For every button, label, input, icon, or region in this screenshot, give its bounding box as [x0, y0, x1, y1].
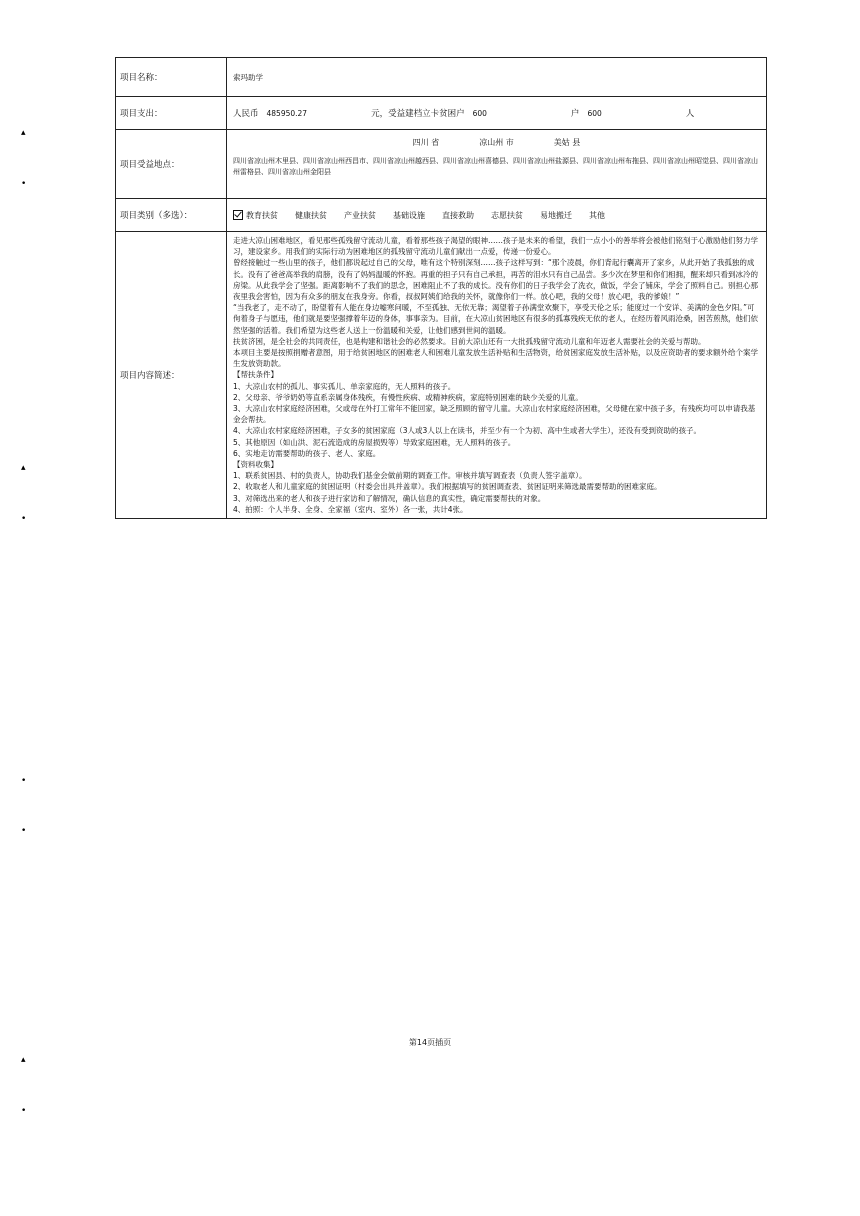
- location-header: [233, 137, 760, 148]
- scan-speck-mark: ▴: [21, 1055, 26, 1065]
- location-county-list: 四川省凉山州木里县、四川省凉山州西昌市、四川省凉山州越西县、四川省凉山州喜德县、四川省凉山州盐源县、四川省凉山州布拖县、四川省凉山州昭觉县、四川省凉山州雷格县、四川省凉山州金阳县: [233, 157, 758, 176]
- material-item: 3、对筛选出来的老人和孩子进行家访和了解情况，确认信息的真实性，确定需要帮扶的对象。: [233, 493, 546, 503]
- scan-speck-mark: •: [21, 514, 27, 524]
- project-category-label: 项目类别（多选）：: [116, 199, 227, 232]
- project-budget-label: 项目支出：: [116, 97, 227, 130]
- budget-unit-hu: 户: [570, 109, 580, 119]
- category-option-other[interactable]: 其他: [589, 210, 605, 220]
- project-name-row: [116, 58, 767, 97]
- location-city: 凉山州 市: [479, 138, 514, 147]
- project-content-row: [116, 232, 767, 519]
- project-name-value: 索玛助学: [227, 58, 767, 97]
- scan-speck-mark: •: [21, 1106, 27, 1116]
- scan-speck-mark: •: [21, 179, 27, 189]
- project-content-label: 项目内容简述：: [116, 232, 227, 519]
- project-content-cell: [227, 232, 767, 519]
- project-category-row: [116, 199, 767, 232]
- category-option-volunteer[interactable]: 志愿扶贫: [491, 210, 523, 220]
- project-location-label: 项目受益地点：: [116, 130, 227, 199]
- category-option-infrastructure[interactable]: 基础设施: [393, 210, 425, 220]
- material-item: 1、联系贫困县、村的负责人，协助我们基金会做前期的调查工作。审核并填写调查表（负责人签字盖章）。: [233, 471, 587, 481]
- category-option-education[interactable]: [233, 210, 278, 221]
- category-option-health[interactable]: 健康扶贫: [295, 210, 327, 220]
- budget-households: 600: [472, 108, 487, 118]
- condition-item: 4、大凉山农村家庭经济困难，子女多的贫困家庭（3人或3人以上在读书，并至少有一个为初、高中生或者大学生），还没有受到资助的孩子。: [233, 426, 702, 436]
- condition-item: 5、其他原因（如山洪、泥石流造成的房屋损毁等）导致家庭困难，无人照料的孩子。: [233, 437, 516, 447]
- project-location-row: [116, 130, 767, 199]
- material-item: 4、拍照：个人半身、全身、全家福（室内、室外）各一张，共计4张。: [233, 504, 468, 514]
- condition-item: 2、父母亲、爷爷奶奶等直系亲属身体残疾，有慢性疾病、或精神疾病，家庭特别困难的缺少关爱的儿童。: [233, 392, 583, 402]
- condition-item: 3、大凉山农村家庭经济困难，父或母在外打工常年不能回家，缺乏照顾的留守儿童。大凉山农村家庭经济困难，父母健在家中孩子多，有残疾均可以申请我基金会帮扶。: [233, 404, 756, 425]
- budget-unit-ren: 人: [685, 109, 695, 119]
- category-option-direct-aid[interactable]: 直接救助: [442, 210, 474, 220]
- scan-speck-mark: •: [21, 776, 27, 786]
- scan-speck-mark: •: [21, 826, 27, 836]
- page-number: 第14页插页: [408, 1038, 452, 1047]
- category-option-industry[interactable]: 产业扶贫: [344, 210, 376, 220]
- content-paragraph: 扶贫济困，是全社会的共同责任，也是构建和谐社会的必然要求。目前大凉山还有一大批孤残留守流动儿童和年迈老人需要社会的关爱与帮助。: [233, 336, 706, 346]
- category-options: [233, 210, 760, 221]
- project-location-cell: [227, 130, 767, 199]
- budget-amount: 485950.27: [266, 108, 308, 118]
- checked-box-icon[interactable]: [233, 210, 243, 220]
- content-paragraph: 走进大凉山困难地区，看见那些孤残留守流动儿童，看着那些孩子渴望的眼神……孩子是未来的希望，我们一点小小的善举将会被他们铭刻于心激励他们努力学习，建设家乡。用我们的实际行动为困难地区的孤残留守流动儿童们献出一点爱，传递一份爱心。: [233, 236, 758, 257]
- category-label: 教育扶贫: [246, 210, 278, 220]
- project-budget-cell: [227, 97, 767, 130]
- condition-item: 1、大凉山农村的孤儿、事实孤儿、单亲家庭的，无人照料的孩子。: [233, 381, 456, 391]
- budget-people: 600: [587, 108, 602, 118]
- project-category-cell: [227, 199, 767, 232]
- budget-line: [233, 107, 760, 119]
- section-heading-conditions: 【帮扶条件】: [233, 370, 278, 380]
- content-paragraph: “当我老了，走不动了，盼望着有人能在身边嘘寒问暖，不至孤独、无依无靠；渴望着子孙满堂欢聚下，享受天伦之乐；能度过一个安详、美满的金色夕阳。”可佝着身子与愿违，他们就是要坚强撑着年迈的身体，事事亲为。目前，在大凉山贫困地区有很多的孤寡残疾无依的老人，在经历着风雨沧桑，困苦煎熬，他们依然坚强的活着。我们希望为这些老人送上一份温暖和关爱，让他们感到世间的温暖。: [233, 303, 758, 335]
- section-heading-materials: 【资料收集】: [233, 460, 278, 470]
- project-name-label: 项目名称：: [116, 58, 227, 97]
- material-item: 2、收取老人和儿童家庭的贫困证明（村委会出具并盖章）。我们根据填写的贫困调查表、贫困证明来筛选最需要帮助的困难家庭。: [233, 482, 662, 492]
- budget-mid-text: 元，受益建档立卡贫困户: [371, 109, 465, 119]
- scan-speck-mark: ▴: [21, 463, 26, 473]
- condition-item: 6、实地走访需要帮助的孩子、老人、家庭。: [233, 448, 381, 458]
- project-form-table: [115, 57, 767, 519]
- budget-currency: 人民币: [233, 109, 259, 119]
- scan-speck-mark: ▴: [21, 128, 26, 138]
- location-county: 美姑 县: [553, 138, 581, 147]
- category-option-relocation[interactable]: 易地搬迁: [540, 210, 572, 220]
- content-paragraph: 曾经接触过一些山里的孩子，他们都说起过自己的父母，唯有这个特别深刻……孩子这样写到：“那个凌晨，你们背起行囊离开了家乡，从此开始了我孤独的成长。没有了爸爸高举我的肩膀，没有了妈妈温暖的怀抱。再重的担子只有自己承担，再苦的泪水只有自己品尝。多少次在梦里和你们相拥，醒来却只看到冰冷的房梁。从此我学会了坚强。距离影响不了我们的思念，困难阻止不了我的成长。没有你们的日子我学会了洗衣，做饭，学会了铺床，学会了照料自己。别担心那夜里我会害怕，因为有众多的朋友在我身旁。你看，叔叔阿姨们给我的关怀，就像你们一样。放心吧，我的父母！放心吧，我的爹娘！”: [233, 258, 758, 302]
- project-budget-row: [116, 97, 767, 130]
- location-province: 四川 省: [412, 138, 440, 147]
- content-paragraph: 本项目主要是按照捐赠者意图，用于给贫困地区的困难老人和困难儿童发放生活补贴和生活物资，给贫困家庭发放生活补贴，以及应资助者的要求额外给个案学生发放资助款。: [233, 348, 758, 369]
